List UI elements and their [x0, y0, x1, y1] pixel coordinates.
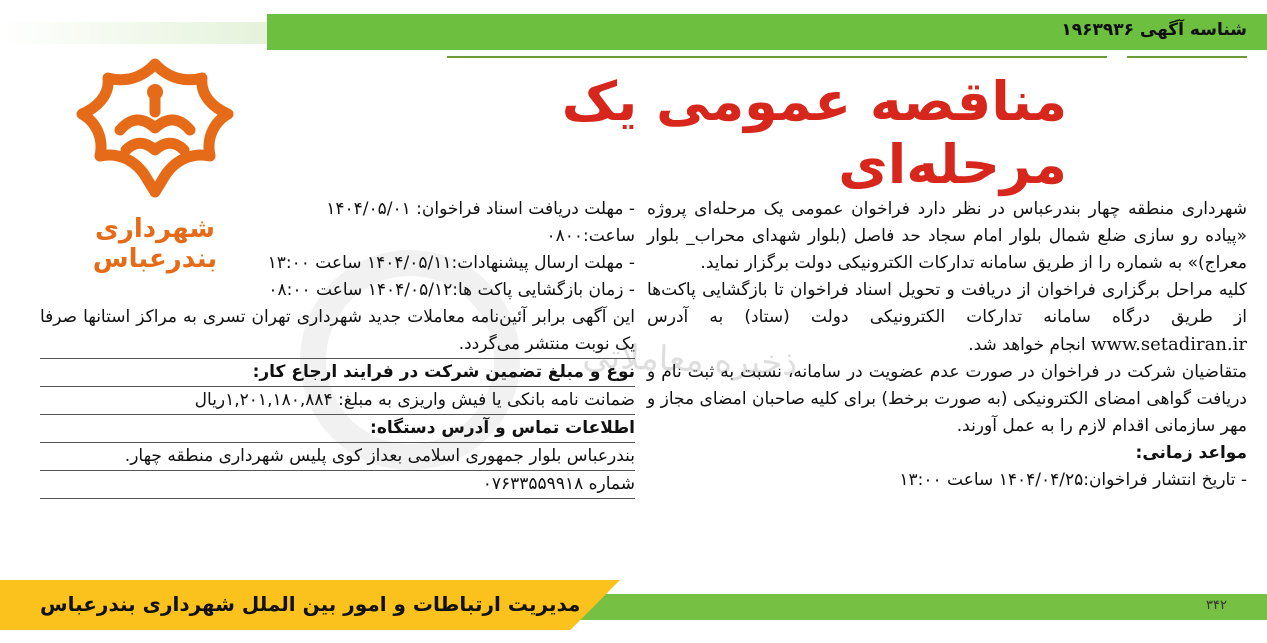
regulation-note: این آگهی برابر آئین‌نامه معاملات جدید شهرداری تهران تسری به مراکز استانها صرفا یک نوبت منتشر می‌گردد.: [40, 304, 635, 359]
contact-heading: اطلاعات تماس و آدرس دستگاه:: [40, 415, 635, 443]
footer-banner-green: [560, 594, 1267, 620]
doc-deadline: - مهلت دریافت اسناد فراخوان: ۱۴۰۴/۰۵/۰۱: [326, 199, 635, 219]
notice-id: شناسه آگهی ۱۹۶۳۹۳۶: [1061, 20, 1247, 40]
left-column: [40, 196, 635, 499]
process-text-end: انجام خواهد شد.: [968, 335, 1086, 355]
top-banner: [0, 14, 1267, 50]
page-number: ۳۴۲: [1206, 598, 1227, 613]
schedule-heading: مواعد زمانی:: [1135, 443, 1247, 463]
address: بندرعباس بلوار جمهوری اسلامی بعداز کوی پلیس شهرداری منطقه چهار.: [40, 443, 635, 471]
bid-deadline: - مهلت ارسال پیشنهادات:۱۴۰۴/۰۵/۱۱ ساعت ۱۳:۰۰: [267, 253, 635, 273]
setad-link[interactable]: www.setadiran.ir: [1091, 334, 1247, 355]
footer-banner: [0, 580, 1267, 630]
publish-date: - تاریخ انتشار فراخوان:۱۴۰۴/۰۴/۲۵ ساعت ۱۳:۰۰: [899, 470, 1247, 490]
guarantee-heading: نوع و مبلغ تضمین شرکت در فرایند ارجاع کار:: [40, 359, 635, 387]
footer-text: مدیریت ارتباطات و امور بین الملل شهرداری بندرعباس: [40, 592, 581, 616]
title-rule: [447, 56, 1107, 58]
bandar-abbas-municipality-logo-icon: [60, 52, 250, 212]
notice-title: مناقصه عمومی یک مرحله‌ای: [561, 70, 1067, 196]
applicants-paragraph: متقاضیان شرکت در فراخوان در صورت عدم عضویت در سامانه، نسبت به ثبت نام و دریافت گواهی امضای الکترونیکی (به صورت برخط) برای کلیه صاحبان امضای مجاز و مهر سازمانی اقدام لازم را به عمل آورند.: [647, 362, 1247, 436]
title-rule-short: [1127, 56, 1247, 58]
phone: شماره ۰۷۶۳۳۵۵۹۹۱۸: [40, 471, 635, 499]
logo-caption: شهرداری بندرعباس: [92, 214, 218, 274]
guarantee-text: ضمانت نامه بانکی یا فیش واریزی به مبلغ: ۱,۲۰۱,۱۸۰,۸۸۴ریال: [40, 387, 635, 415]
process-paragraph: [647, 277, 1247, 359]
right-column: [647, 196, 1247, 494]
process-text: کلیه مراحل برگزاری فراخوان از دریافت و تحویل اسناد فراخوان تا بازگشایی پاکت‌ها از طریق درگاه سامانه تدارکات الکترونیکی دولت (ستاد) به آدرس: [647, 280, 1247, 327]
intro-paragraph: شهرداری منطقه چهار بندرعباس در نظر دارد فراخوان عمومی یک مرحله‌ای پروژه «پیاده رو سازی ضلع شمال بلوار امام سجاد حد فاصل (بلوار شهدای محراب_ بلوار معراج)» به شماره را از طریق سامانه تدارکات الکترونیکی دولت برگزار نماید.: [647, 199, 1247, 273]
doc-time: ساعت:۰۸۰۰: [546, 226, 635, 246]
watermark-text: ذخیره معاملاتی: [581, 336, 799, 384]
opening-time: - زمان بازگشایی پاکت ها:۱۴۰۴/۰۵/۱۲ ساعت ۰۸:۰۰: [268, 280, 635, 300]
